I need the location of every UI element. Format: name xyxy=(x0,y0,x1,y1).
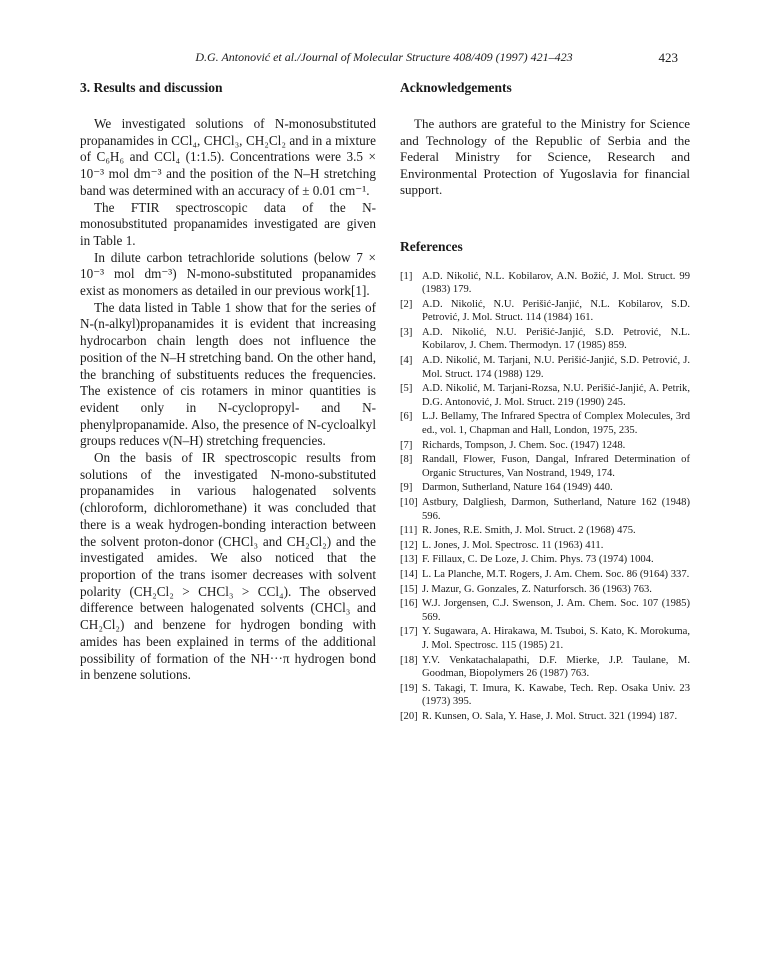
reference-text: S. Takagi, T. Imura, K. Kawabe, Tech. Rep. Osaka Univ. 23 (1973) 395. xyxy=(422,682,690,708)
paragraph: On the basis of IR spectroscopic results from solutions of the investigated N-mono-substituted propanamides in various halogenated solvents (chloroform, dichloromethane) it was concluded that there is a weak hydrogen-bonding interaction between the solvent proton-donor (CHCl₃ and CH₂Cl₂) and the investigated amides. We also noticed that the proportion of the trans isomer decreases with solvent polarity (CH₂Cl₂ > CHCl₃ > CCl₄). The observed difference between halogenated solvents (CHCl₃ and CH₂Cl₂) and benzene for hydrogen bonding with amides has been explained in terms of the additional possibility of formation of the NH···π hydrogen bond in benzene solutions. xyxy=(80,450,376,683)
reference-text: W.J. Jorgensen, C.J. Swenson, J. Am. Chem. Soc. 107 (1985) 569. xyxy=(422,598,690,623)
reference-number: [5] xyxy=(400,383,413,395)
right-column xyxy=(400,80,690,725)
reference-text: Randall, Flower, Fuson, Dangal, Infrared Determination of Organic Structures, Van Nostrand, 1949, 174. xyxy=(422,454,690,479)
reference-number: [2] xyxy=(400,298,413,310)
paragraph: We investigated solutions of N-monosubstituted propanamides in CCl₄, CHCl₃, CH₂Cl₂ and in a mixture of C₆H₆ and CCl₄ (1:1.5). Concentrations were 3.5 × 10⁻³ mol dm⁻³ and the position of the N–H stretching band was determined with an accuracy of ± 0.01 cm⁻¹. xyxy=(80,116,376,198)
reference-item xyxy=(400,553,690,567)
section-heading-results: 3. Results and discussion xyxy=(80,80,223,95)
results-body xyxy=(80,116,376,684)
paragraph: In dilute carbon tetrachloride solutions (below 7 × 10⁻³ mol dm⁻³) N-mono-substituted propanamides exist as monomers as detailed in our previous work[1]. xyxy=(80,249,376,299)
reference-number: [17] xyxy=(400,626,418,638)
reference-item xyxy=(400,439,690,453)
reference-text: A.D. Nikolić, N.U. Perišić-Janjić, S.D. Petrović, N.L. Kobilarov, J. Chem. Thermodyn. 17 (1985) 859. xyxy=(422,326,690,352)
reference-item xyxy=(400,298,690,325)
reference-text: J. Mazur, G. Gonzales, Z. Naturforsch. 36 (1963) 763. xyxy=(422,583,652,595)
reference-number: [13] xyxy=(400,554,418,566)
reference-number: [15] xyxy=(400,583,418,595)
reference-item xyxy=(400,583,690,597)
reference-item xyxy=(400,382,690,409)
reference-number: [14] xyxy=(400,568,418,580)
reference-text: L. Jones, J. Mol. Spectrosc. 11 (1963) 411. xyxy=(422,539,604,551)
paragraph: The data listed in Table 1 show that for the series of N-(n-alkyl)propanamides it is evident that increasing hydrocarbon chain length does not influence the position of the N–H stretching band. On the other hand, the branching of substituents reduces the frequencies. The existence of cis rotamers in minor quantities is evident only in N-cyclopropyl- and N-phenylpropanamide. Also, the presence of N-cycloalkyl groups reduces ν(N–H) stretching frequencies. xyxy=(80,299,376,449)
left-column xyxy=(80,80,376,684)
reference-number: [12] xyxy=(400,539,418,551)
reference-number: [1] xyxy=(400,270,413,282)
reference-item xyxy=(400,524,690,538)
reference-number: [6] xyxy=(400,411,413,423)
reference-item xyxy=(400,682,690,709)
reference-number: [10] xyxy=(400,497,418,508)
reference-number: [3] xyxy=(400,326,413,338)
reference-text: L.J. Bellamy, The Infrared Spectra of Complex Molecules, 3rd ed., vol. 1, Chapman and Hall, London, 1975, 235. xyxy=(422,411,690,437)
reference-text: R. Kunsen, O. Sala, Y. Hase, J. Mol. Struct. 321 (1994) 187. xyxy=(422,710,678,722)
reference-number: [8] xyxy=(400,454,413,466)
reference-text: Y.V. Venkatachalapathi, D.F. Mierke, J.P. Taulane, M. Goodman, Biopolymers 26 (1987) 763. xyxy=(422,654,690,680)
reference-text: F. Fillaux, C. De Loze, J. Chim. Phys. 73 (1974) 1004. xyxy=(422,554,654,566)
reference-item xyxy=(400,410,690,437)
reference-number: [20] xyxy=(400,710,418,722)
reference-item xyxy=(400,481,690,495)
paragraph: The FTIR spectroscopic data of the N-monosubstituted propanamides investigated are given in Table 1. xyxy=(80,199,376,248)
page-number: 423 xyxy=(658,50,678,65)
reference-text: Darmon, Sutherland, Nature 164 (1949) 440. xyxy=(422,482,613,494)
reference-text: A.D. Nikolić, N.U. Perišić-Janjić, N.L. Kobilarov, S.D. Petrović, J. Mol. Struct. 114 (1984) 161. xyxy=(422,298,690,324)
reference-number: [4] xyxy=(400,355,413,367)
reference-item xyxy=(400,354,690,381)
section-heading-acknowledgements: Acknowledgements xyxy=(400,80,512,95)
reference-item xyxy=(400,453,690,480)
reference-number: [7] xyxy=(400,439,413,451)
reference-text: A.D. Nikolić, M. Tarjani-Rozsa, N.U. Perišić-Janjić, A. Petrik, D.G. Antonović, J. Mol. Struct. 219 (1990) 245. xyxy=(422,383,690,408)
acknowledgements-text: The authors are grateful to the Ministry for Science and Technology of the Republic of Serbia and the Federal Ministry for Science, Research and Environmental Protection of Yugoslavia for financial support. xyxy=(400,116,690,197)
reference-item xyxy=(400,270,690,297)
reference-text: A.D. Nikolić, M. Tarjani, N.U. Perišić-Janjić, S.D. Petrović, J. Mol. Struct. 174 (1988) 129. xyxy=(422,355,690,380)
reference-number: [18] xyxy=(400,654,418,666)
reference-number: [9] xyxy=(400,482,413,494)
reference-text: Astbury, Dalgliesh, Darmon, Sutherland, Nature 162 (1948) 596. xyxy=(422,497,690,522)
reference-number: [16] xyxy=(400,598,418,610)
reference-text: R. Jones, R.E. Smith, J. Mol. Struct. 2 (1968) 475. xyxy=(422,525,636,537)
reference-list xyxy=(400,270,690,724)
reference-item xyxy=(400,625,690,652)
reference-text: Y. Sugawara, A. Hirakawa, M. Tsuboi, S. Kato, K. Morokuma, J. Mol. Spectrosc. 115 (1985) 21. xyxy=(422,626,690,651)
reference-item xyxy=(400,496,690,523)
running-head: D.G. Antonović et al./Journal of Molecular Structure 408/409 (1997) 421–423 xyxy=(195,50,573,64)
reference-text: A.D. Nikolić, N.L. Kobilarov, A.N. Božić, J. Mol. Struct. 99 (1983) 179. xyxy=(422,270,690,296)
reference-item xyxy=(400,568,690,582)
reference-item xyxy=(400,326,690,353)
reference-item xyxy=(400,597,690,624)
reference-item xyxy=(400,654,690,681)
reference-text: L. La Planche, M.T. Rogers, J. Am. Chem. Soc. 86 (9164) 337. xyxy=(422,568,690,580)
reference-item xyxy=(400,539,690,553)
reference-item xyxy=(400,710,690,724)
reference-number: [19] xyxy=(400,682,418,694)
reference-number: [11] xyxy=(400,525,418,537)
section-heading-references: References xyxy=(400,238,463,254)
reference-text: Richards, Tompson, J. Chem. Soc. (1947) 1248. xyxy=(422,439,626,451)
